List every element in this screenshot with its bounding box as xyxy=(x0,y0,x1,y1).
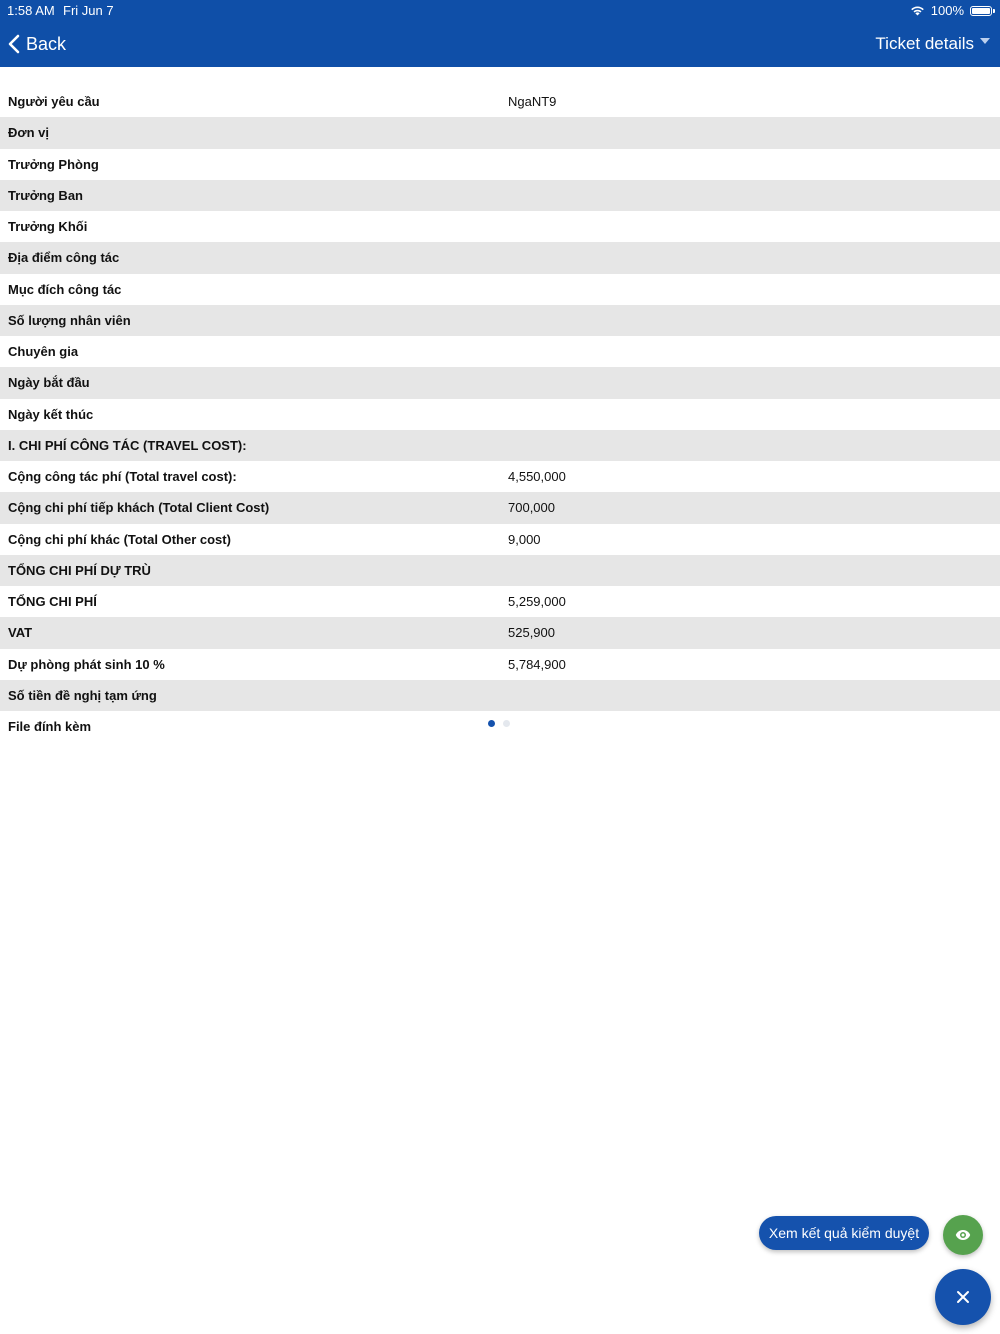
row-label: Chuyên gia xyxy=(8,344,79,359)
attachments-pager[interactable] xyxy=(488,720,510,727)
row-value: 5,784,900 xyxy=(508,656,566,672)
status-indicators xyxy=(910,3,992,18)
status-date: Fri Jun 7 xyxy=(63,3,114,18)
table-row xyxy=(0,430,1000,461)
close-icon xyxy=(956,1290,970,1304)
table-row xyxy=(0,524,1000,555)
eye-icon xyxy=(955,1229,971,1241)
row-label: Số lượng nhân viên xyxy=(8,312,131,328)
wifi-icon xyxy=(910,5,925,16)
battery-icon xyxy=(970,6,992,16)
app-header xyxy=(0,0,1000,67)
row-label: Số tiền đề nghị tạm ứng xyxy=(8,687,157,703)
pager-dot[interactable] xyxy=(503,720,510,727)
table-row xyxy=(0,242,1000,273)
row-label: Cộng chi phí khác (Total Other cost) xyxy=(8,531,231,547)
table-row xyxy=(0,680,1000,711)
table-row xyxy=(0,86,1000,117)
table-row xyxy=(0,336,1000,367)
row-label: Cộng công tác phí (Total travel cost): xyxy=(8,469,237,484)
page-title: Ticket details xyxy=(875,34,974,53)
table-row xyxy=(0,586,1000,617)
row-value: 5,259,000 xyxy=(508,594,566,609)
close-fab-button[interactable] xyxy=(935,1269,991,1325)
view-review-result-button[interactable] xyxy=(759,1216,929,1250)
row-value: NgaNT9 xyxy=(508,94,557,109)
view-review-result-label: Xem kết quả kiểm duyệt xyxy=(768,1225,920,1241)
table-row xyxy=(0,492,1000,523)
row-value: 525,900 xyxy=(508,625,555,641)
row-label: Trưởng Ban xyxy=(8,187,83,203)
row-label: Địa điểm công tác xyxy=(8,250,120,266)
row-label: Dự phòng phát sinh 10 % xyxy=(8,656,165,672)
row-value: 700,000 xyxy=(508,500,555,516)
status-time: 1:58 AM xyxy=(7,3,55,18)
row-label: I. CHI PHÍ CÔNG TÁC (TRAVEL COST): xyxy=(8,437,247,453)
table-row xyxy=(0,149,1000,180)
row-label: File đính kèm xyxy=(8,719,92,734)
table-row xyxy=(0,617,1000,648)
row-label: Cộng chi phí tiếp khách (Total Client Cost) xyxy=(8,500,270,516)
row-label: TỔNG CHI PHÍ DỰ TRÙ xyxy=(8,562,151,578)
caret-down-icon xyxy=(980,38,990,44)
table-row xyxy=(0,211,1000,242)
row-label: TỔNG CHI PHÍ xyxy=(8,594,97,609)
table-row xyxy=(0,367,1000,398)
table-row xyxy=(0,180,1000,211)
battery-percent: 100% xyxy=(930,3,964,18)
ticket-details-menu[interactable] xyxy=(875,32,990,56)
row-label: Trưởng Khối xyxy=(8,219,88,234)
table-row xyxy=(0,117,1000,148)
ticket-detail-table xyxy=(0,86,1000,742)
status-bar xyxy=(0,0,1000,20)
table-row xyxy=(0,305,1000,336)
table-row xyxy=(0,649,1000,680)
row-value: 4,550,000 xyxy=(508,469,566,484)
row-label: Ngày bắt đầu xyxy=(8,375,90,391)
row-label: Mục đích công tác xyxy=(8,281,122,297)
row-value: 9,000 xyxy=(508,531,541,547)
row-label: Ngày kết thúc xyxy=(8,406,94,422)
row-label: Đơn vị xyxy=(8,125,50,141)
eye-fab-button[interactable] xyxy=(943,1215,983,1255)
row-label: VAT xyxy=(8,625,33,641)
row-label: Trưởng Phòng xyxy=(8,156,99,172)
table-row xyxy=(0,555,1000,586)
table-row xyxy=(0,399,1000,430)
table-row xyxy=(0,274,1000,305)
back-button[interactable] xyxy=(8,30,66,58)
back-label: Back xyxy=(26,33,67,54)
row-label: Người yêu cầu xyxy=(8,94,100,109)
table-row xyxy=(0,461,1000,492)
pager-dot-active[interactable] xyxy=(488,720,495,727)
chevron-left-icon xyxy=(8,34,20,54)
